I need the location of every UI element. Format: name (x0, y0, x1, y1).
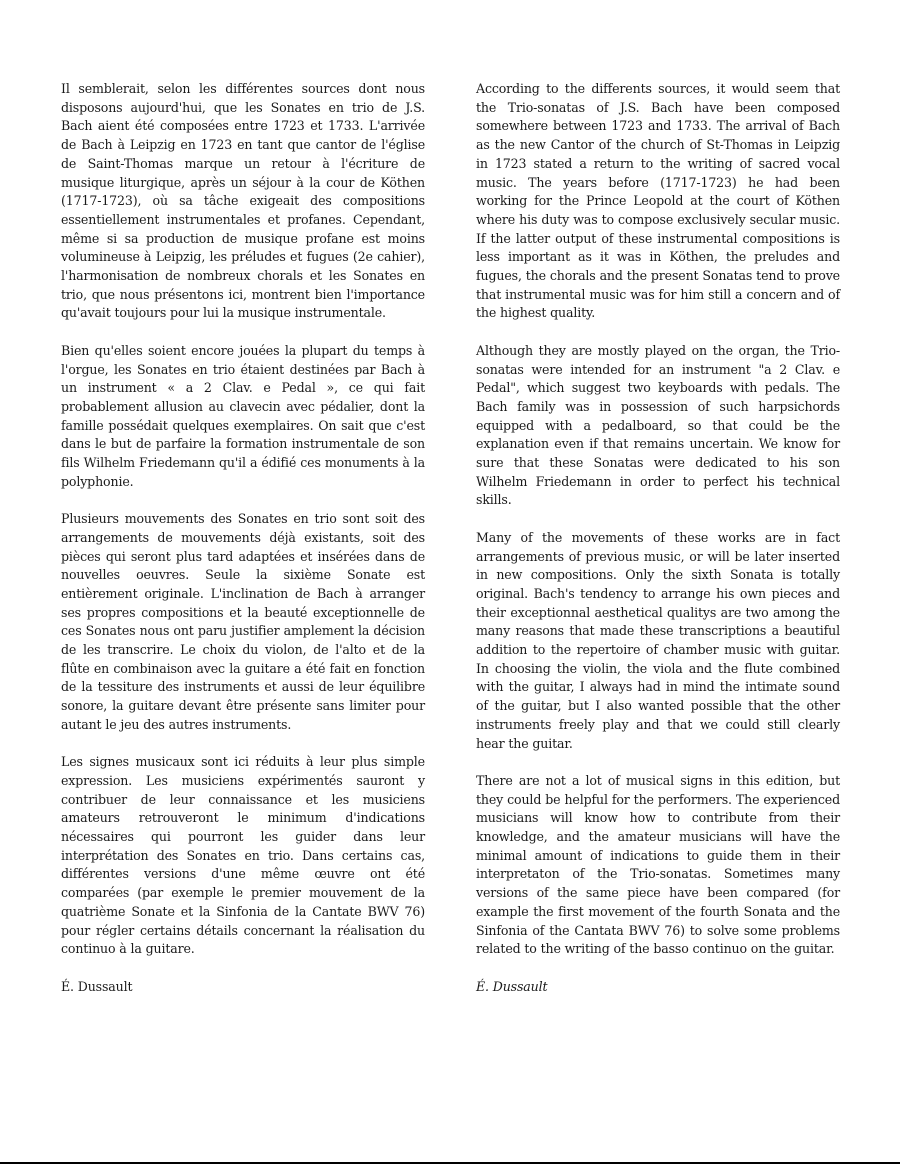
english-paragraph-1: According to the differents sources, it would seem that the Trio-sonatas of J.S. Bach have been composed somewhere between 1723 and 1733. The arrival of Bach as the new Cantor of the church of St-Thomas in Leipzig in 1723 stated a return to the writing of sacred vocal music. The years before (1717-1723) he had been working for the Prince Leopold at the court of Köthen where his duty was to compose exclusively secular music. If the latter output of these instrumental compositions is less important as it was in Köthen, the preludes and fugues, the chorals and the present Sonatas tend to prove that instrumental music was for him still a concern and of the highest quality. (476, 81, 840, 321)
french-signature: É. Dussault (61, 978, 133, 994)
english-paragraph-2: Although they are mostly played on the organ, the Trio-sonatas were intended for an instrument "a 2 Clav. e Pedal", which suggest two keyboards with pedals. The Bach family was in possession of such harpsichords equipped with a pedalboard, so that could be the explanation even if that remains uncertain. We know for sure that these Sonatas were dedicated to his son Wilhelm Friedemann in order to perfect his technical skills. (476, 342, 840, 508)
french-paragraph-1: Il semblerait, selon les différentes sources dont nous disposons aujourd'hui, que les Sonates en trio de J.S. Bach aient été composées entre 1723 et 1733. L'arrivée de Bach à Leipzig en 1723 en tant que cantor de l'église de Saint-Thomas marque un retour à l'écriture de musique liturgique, après un séjour à la cour de Köthen (1717-1723), où sa tâche exigeait des compositions essentiellement instrumentales et profanes. Cependant, même si sa production de musique profane est moins volumineuse à Leipzig, les préludes et fugues (2e cahier), l'harmonisation de nombreux chorals et les Sonates en trio, que nous présentons ici, montrent bien l'importance qu'avait toujours pour lui la musique instrumentale. (61, 81, 425, 321)
french-paragraph-4: Les signes musicaux sont ici réduits à leur plus simple expression. Les musiciens expérimentés sauront y contribuer de leur connaissance et les musiciens amateurs retrouveront le minimum d'indications nécessaires qui pourront les guider dans leur interprétation des Sonates en trio. Dans certains cas, différentes versions d'une même œuvre ont été comparées (par exemple le premier mouvement de la quatrième Sonate et la Sinfonia de la Cantate BWV 76) pour régler certains détails concernant la réalisation du continuo à la guitare. (61, 754, 425, 957)
french-column (61, 80, 425, 1015)
english-column (476, 80, 840, 1015)
english-paragraph-4: There are not a lot of musical signs in this edition, but they could be helpful for the performers. The experienced musicians will know how to contribute from their knowledge, and the amateur musicians will have the minimal amount of indications to guide them in their interpretaton of the Trio-sonatas. Sometimes many versions of the same piece have been compared (for example the first movement of the fourth Sonata and the Sinfonia of the Cantata BWV 76) to solve some problems related to the writing of the basso continuo on the guitar. (476, 772, 840, 957)
english-signature: É. Dussault (476, 978, 548, 994)
french-paragraph-3: Plusieurs mouvements des Sonates en trio sont soit des arrangements de mouvements déjà existants, soit des pièces qui seront plus tard adaptées et insérées dans de nouvelles oeuvres. Seule la sixième Sonate est entièrement originale. L'inclination de Bach à arranger ses propres compositions et la beauté exceptionnelle de ces Sonates nous ont paru justifier amplement la décision de les transcrire. Le choix du violon, de l'alto et de la flûte en combinaison avec la guitare a été fait en fonction de la tessiture des instruments et aussi de leur équilibre sonore, la guitare devant être présente sans limiter pour autant le jeu des autres instruments. (61, 511, 425, 732)
english-paragraph-3: Many of the movements of these works are in fact arrangements of previous music, or will be later inserted in new compositions. Only the sixth Sonata is totally original. Bach's tendency to arrange his own pieces and their exceptionnal aesthetical qualitys are two among the many reasons that made these transcriptions a beautiful addition to the repertoire of chamber music with guitar. In choosing the violin, the viola and the flute combined with the guitar, I always had in mind the intimate sound of the guitar, but I also wanted possible that the other instruments freely play and that we could still clearly hear the guitar. (476, 529, 840, 751)
french-paragraph-2: Bien qu'elles soient encore jouées la plupart du temps à l'orgue, les Sonates en trio étaient destinées par Bach à un instrument « a 2 Clav. e Pedal », ce qui fait probablement allusion au clavecin avec pédalier, dont la famille possédait quelques exemplaires. On sait que c'est dans le but de parfaire la formation instrumentale de son fils Wilhelm Friedemann qu'il a édifié ces monuments à la polyphonie. (61, 342, 425, 489)
